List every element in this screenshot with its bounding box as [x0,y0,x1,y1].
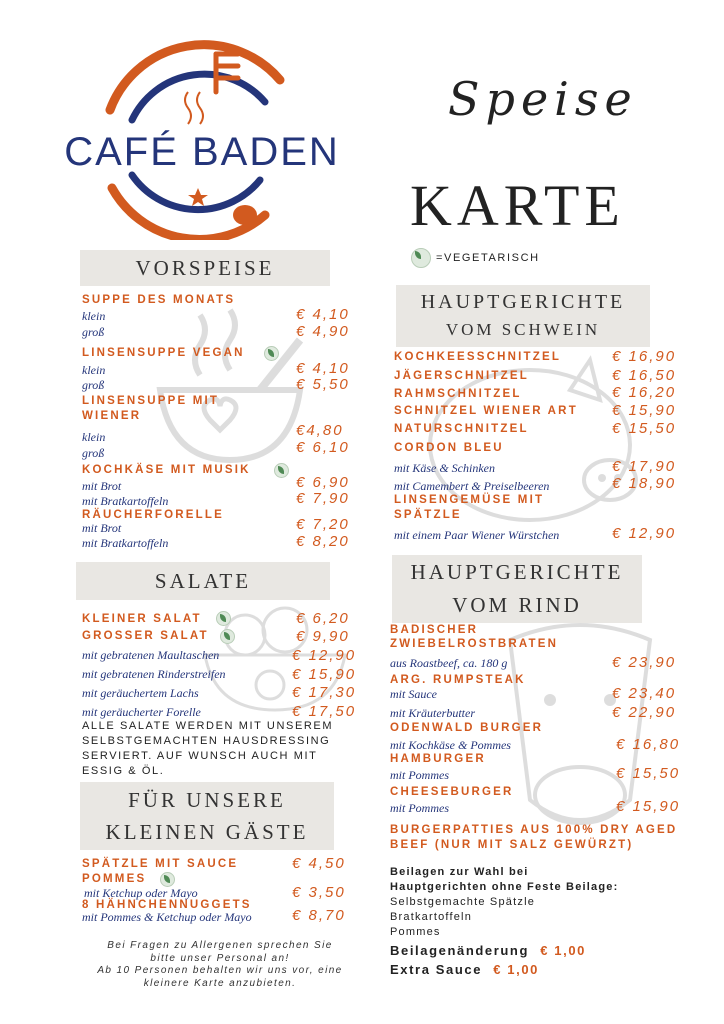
price-suppe-gross: € 4,90 [296,323,350,340]
vegetarian-icon [220,629,235,644]
price-suppe-klein: € 4,10 [296,306,350,323]
price-naturschnitzel: € 15,50 [612,420,677,437]
price-pommes: € 3,50 [292,884,346,901]
item-kochkaese-name: KOCHKÄSE MIT MUSIK [82,464,251,476]
price-linsen-klein: € 4,10 [296,360,350,377]
rind-heading [392,555,642,623]
salat-note-1: ALLE SALATE WERDEN MIT UNSEREM [82,720,334,732]
salat-note-2: SELBSTGEMACHTEN HAUSDRESSING [82,735,331,747]
vegetarian-icon [264,346,279,361]
item-kleiner-salat: KLEINER SALAT [82,613,202,625]
beilage-1: Selbstgemachte Spätzle [390,896,536,908]
beilagen-change-price: € 1,00 [540,943,586,958]
beilagen-change [390,943,586,958]
patties-note-2: BEEF (NUR MIT SALZ GEWÜRZT) [390,839,634,851]
item-rahmschnitzel: RAHMSCHNITZEL [394,388,522,400]
vegetarian-icon [216,611,231,626]
price-forelle-1: € 7,20 [296,516,350,533]
price-rump-2: € 22,90 [612,704,677,721]
price-salat-option-4: € 17,50 [292,703,357,720]
price-grosser-salat: € 9,90 [296,628,350,645]
item-forelle-s1: mit Brot [82,521,122,535]
item-cordon-s1: mit Käse & Schinken [394,461,495,475]
salate-heading [76,562,330,600]
price-cordon-1: € 17,90 [612,458,677,475]
salat-option-2: mit gebratenen Rinderstreifen [82,667,226,681]
allergen-line-4: kleinere Karte anzubieten. [143,977,297,989]
price-kochkeesschnitzel: € 16,90 [612,348,677,365]
item-suppe-name: SUPPE DES MONATS [82,294,236,306]
logo-text: CAFÉ BADEN [64,130,340,174]
item-odenwald-sub: mit Kochkäse & Pommes [390,738,511,752]
item-cordon-bleu: CORDON BLEU [394,442,504,454]
beilage-2: Bratkartoffeln [390,911,473,923]
schwein-heading [396,285,650,347]
title-main: KARTE [410,173,625,238]
item-hamburger: HAMBURGER [390,753,486,765]
price-kochkaese-1: € 6,90 [296,474,350,491]
price-zwiebel: € 23,90 [612,654,677,671]
item-linsengemuese-sub: mit einem Paar Wiener Würstchen [394,528,560,542]
price-cheeseburger: € 15,90 [616,798,681,815]
extra-sauce [390,962,539,977]
salat-note-4: ESSIG & ÖL. [82,765,165,777]
item-linsen-wiener-gross: groß [82,446,105,460]
item-jaegerschnitzel: JÄGERSCHNITZEL [394,370,529,382]
item-linsengemuese-1: LINSENGEMÜSE MIT [394,494,545,506]
salat-note-3: SERVIERT. AUF WUNSCH AUCH MIT [82,750,318,762]
rind-heading-line2: VOM RIND [452,593,582,617]
item-naturschnitzel: NATURSCHNITZEL [394,423,529,435]
price-salat-option-1: € 12,90 [292,647,357,664]
extra-sauce-price: € 1,00 [493,962,540,977]
kinder-heading [80,782,334,850]
item-wiener-art: SCHNITZEL WIENER ART [394,405,578,417]
kinder-heading-line1: FÜR UNSERE [128,788,286,812]
price-nuggets: € 8,70 [292,907,346,924]
item-spaetzle: SPÄTZLE MIT SAUCE [82,858,239,870]
salate-heading-text: SALATE [154,568,252,593]
price-linsen-gross: € 5,50 [296,376,350,393]
price-hamburger: € 15,50 [616,765,681,782]
beilage-3: Pommes [390,926,441,938]
item-forelle-name: RÄUCHERFORELLE [82,509,224,521]
beilagen-heading-1: Beilagen zur Wahl bei [390,866,529,878]
item-kochkeesschnitzel: KOCHKEESSCHNITZEL [394,351,562,363]
item-suppe-gross: groß [82,325,105,339]
beilagen-heading-2: Hauptgerichten ohne Feste Beilage: [390,881,619,893]
item-nuggets: 8 HÄHNCHENNUGGETS [82,899,252,911]
price-spaetzle: € 4,50 [292,855,346,872]
allergen-note [70,940,370,990]
salat-option-1: mit gebratenen Maultaschen [82,648,220,662]
price-wiener-art: € 15,90 [612,402,677,419]
price-linsengemuese: € 12,90 [612,525,677,542]
item-linsen-name: LINSENSUPPE VEGAN [82,347,245,359]
item-linsen-wiener-name1: LINSENSUPPE MIT [82,395,220,407]
allergen-line-3: Ab 10 Personen behalten wir uns vor, eine [97,965,343,976]
item-kochkaese-s1: mit Brot [82,479,122,493]
vegetarian-legend: =VEGETARISCH [436,252,540,264]
price-kochkaese-2: € 7,90 [296,490,350,507]
item-cordon-s2: mit Camembert & Preiselbeeren [394,479,550,493]
item-kochkaese-s2: mit Bratkartoffeln [82,494,169,508]
item-rump-s1: mit Sauce [390,687,437,701]
item-nuggets-sub: mit Pommes & Ketchup oder Mayo [82,910,252,924]
item-linsengemuese-2: SPÄTZLE [394,509,462,521]
item-cheeseburger-sub: mit Pommes [390,801,449,815]
item-hamburger-sub: mit Pommes [390,768,449,782]
allergen-line-2: bitte unser Personal an! [150,952,290,964]
item-linsen-gross: groß [82,378,105,392]
price-rahmschnitzel: € 16,20 [612,384,677,401]
vegetarian-icon [160,872,175,887]
vorspeise-heading [80,250,330,286]
price-rump-1: € 23,40 [612,685,677,702]
price-salat-option-2: € 15,90 [292,666,357,683]
price-cordon-2: € 18,90 [612,475,677,492]
price-jaegerschnitzel: € 16,50 [612,367,677,384]
schwein-heading-line1: HAUPTGERICHTE [420,291,626,313]
vegetarian-icon [411,248,431,268]
price-odenwald: € 16,80 [616,736,681,753]
rind-heading-line1: HAUPTGERICHTE [410,560,624,584]
item-pommes-sub: mit Ketchup oder Mayo [84,886,198,900]
title-script: Speise [448,72,638,126]
salat-option-3: mit geräuchertem Lachs [82,686,199,700]
price-forelle-2: € 8,20 [296,533,350,550]
salat-option-4: mit geräucherter Forelle [82,705,201,719]
price-kleiner-salat: € 6,20 [296,610,350,627]
item-suppe-klein: klein [82,309,106,323]
extra-sauce-label: Extra Sauce [390,962,483,977]
item-cheeseburger: CHEESEBURGER [390,786,514,798]
item-zwiebel-1: BADISCHER [390,624,479,636]
item-pommes: POMMES [82,873,147,885]
logo [40,40,360,240]
item-grosser-salat: GROSSER SALAT [82,630,209,642]
soup-bowl-illustration [150,300,310,470]
kinder-heading-line2: KLEINEN GÄSTE [105,820,309,844]
vegetarian-icon [274,463,289,478]
price-linsen-wiener-klein: €4,80 [296,422,344,439]
schwein-heading-line2: VOM SCHWEIN [445,320,601,339]
item-zwiebel-sub: aus Roastbeef, ca. 180 g [390,656,508,670]
item-linsen-wiener-klein: klein [82,430,106,444]
patties-note-1: BURGERPATTIES AUS 100% DRY AGED [390,824,678,836]
allergen-line-1: Bei Fragen zu Allergenen sprechen Sie [107,940,333,951]
price-linsen-wiener-gross: € 6,10 [296,439,350,456]
item-odenwald: ODENWALD BURGER [390,722,544,734]
item-linsen-wiener-name2: WIENER [82,410,142,422]
item-rump-s2: mit Kräuterbutter [390,706,476,720]
item-linsen-klein: klein [82,363,106,377]
item-zwiebel-2: ZWIEBELROSTBRATEN [390,638,559,650]
beilagen-change-label: Beilagenänderung [390,943,530,958]
item-forelle-s2: mit Bratkartoffeln [82,536,169,550]
vorspeise-heading-text: VORSPEISE [135,255,275,280]
price-salat-option-3: € 17,30 [292,684,357,701]
item-rumpsteak: ARG. RUMPSTEAK [390,674,526,686]
